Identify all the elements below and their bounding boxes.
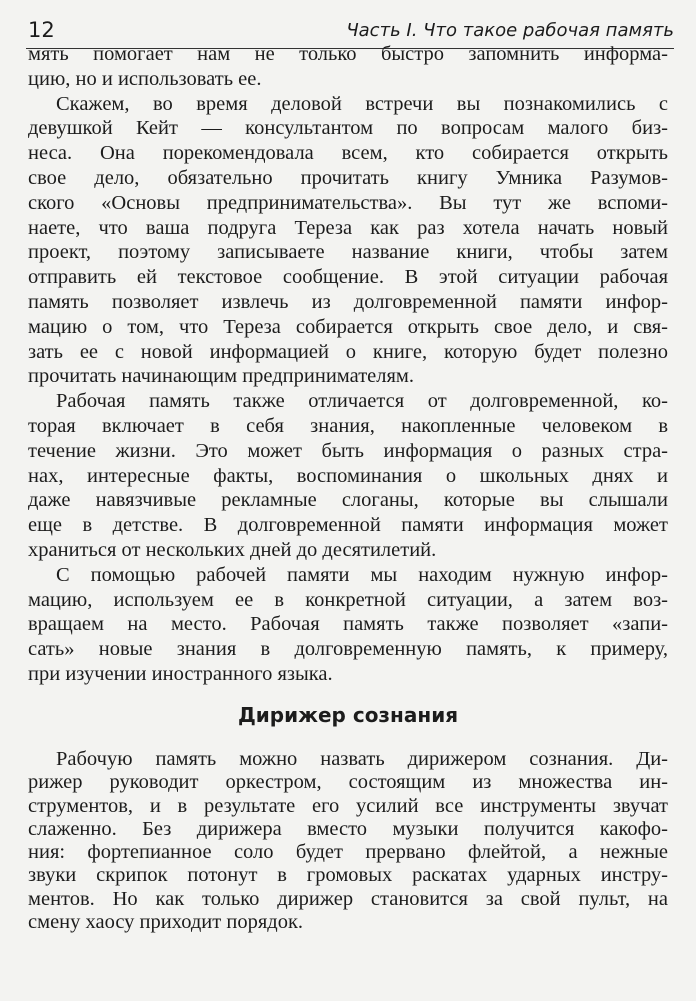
text-line: наете, что ваша подруга Тереза как раз хотела начать новый bbox=[28, 216, 668, 239]
text-line: торая включает в себя знания, накопленные человеком в bbox=[28, 414, 668, 437]
text-line: течение жизни. Это может быть информация о разных стра- bbox=[28, 439, 668, 462]
text-line: храниться от нескольких дней до десятилетий. bbox=[28, 538, 437, 561]
text-line: проект, поэтому записываете название книги, чтобы затем bbox=[28, 241, 668, 264]
text-line: цию, но и использовать ее. bbox=[28, 67, 262, 90]
section-heading: Дирижер сознания bbox=[237, 703, 459, 727]
paragraph bbox=[28, 389, 668, 563]
text-line: ния: фортепианное соло будет прервано флейтой, а нежные bbox=[28, 841, 668, 864]
body-text bbox=[28, 42, 668, 687]
paragraph bbox=[28, 563, 668, 687]
text-line: прочитать начинающим предпринимателям. bbox=[28, 365, 415, 388]
page-number: 12 bbox=[28, 18, 55, 42]
text-line: Рабочую память можно назвать дирижером сознания. Ди- bbox=[56, 748, 668, 770]
text-line: смену хаосу приходит порядок. bbox=[28, 911, 304, 934]
text-line: слаженно. Без дирижера вместо музыки получится какофо- bbox=[28, 817, 668, 840]
text-line: мять помогает нам не только быстро запомнить информа- bbox=[28, 43, 668, 65]
text-line: С помощью рабочей памяти мы находим нужную инфор- bbox=[56, 563, 668, 586]
text-line: неса. Она порекомендовала всем, кто собирается открыть bbox=[28, 142, 668, 165]
text-line: мацию о том, что Тереза собирается открыть свое дело, и свя- bbox=[28, 315, 668, 338]
text-line: сать» новые знания в долговременную память, к примеру, bbox=[28, 638, 668, 661]
text-line: память позволяет извлечь из долговременной памяти инфор- bbox=[28, 290, 668, 313]
text-line: мацию, используем ее в конкретной ситуации, а затем воз- bbox=[28, 588, 668, 611]
paragraph bbox=[28, 748, 668, 934]
text-line: еще в детстве. В долговременной памяти информация может bbox=[28, 514, 668, 537]
text-line: девушкой Кейт — консультантом по вопросам малого биз- bbox=[28, 117, 668, 140]
section-body-text bbox=[28, 748, 668, 934]
text-line: зать ее с новой информацией о книге, которую будет полезно bbox=[28, 340, 668, 363]
text-line: струментов, и в результате его усилий все инструменты звучат bbox=[28, 794, 668, 817]
text-line: рижер руководит оркестром, состоящим из множества ин- bbox=[28, 771, 668, 794]
text-line: нах, интересные факты, воспоминания о школьных днях и bbox=[28, 464, 668, 487]
running-title: Часть I. Что такое рабочая память bbox=[346, 20, 674, 41]
text-line: вращаем на место. Рабочая память также позволяет «запи- bbox=[28, 613, 668, 636]
text-line: отправить ей текстовое сообщение. В этой ситуации рабочая bbox=[28, 266, 668, 289]
text-line: ского «Основы предпринимательства». Вы тут же вспоми- bbox=[28, 191, 668, 214]
text-line: Рабочая память также отличается от долговременной, ко- bbox=[56, 390, 668, 413]
text-line: при изучении иностранного языка. bbox=[28, 662, 333, 685]
paragraph bbox=[28, 42, 668, 92]
paragraph bbox=[28, 92, 668, 390]
text-line: даже навязчивые рекламные слоганы, которые вы слышали bbox=[28, 489, 668, 512]
text-line: свое дело, обязательно прочитать книгу Умника Разумов- bbox=[28, 166, 668, 189]
text-line: звуки скрипок потонут в громовых раскатах ударных инстру- bbox=[28, 864, 668, 887]
text-line: Скажем, во время деловой встречи вы познакомились с bbox=[56, 92, 668, 115]
text-line: ментов. Но как только дирижер становится за свой пульт, на bbox=[28, 887, 668, 910]
